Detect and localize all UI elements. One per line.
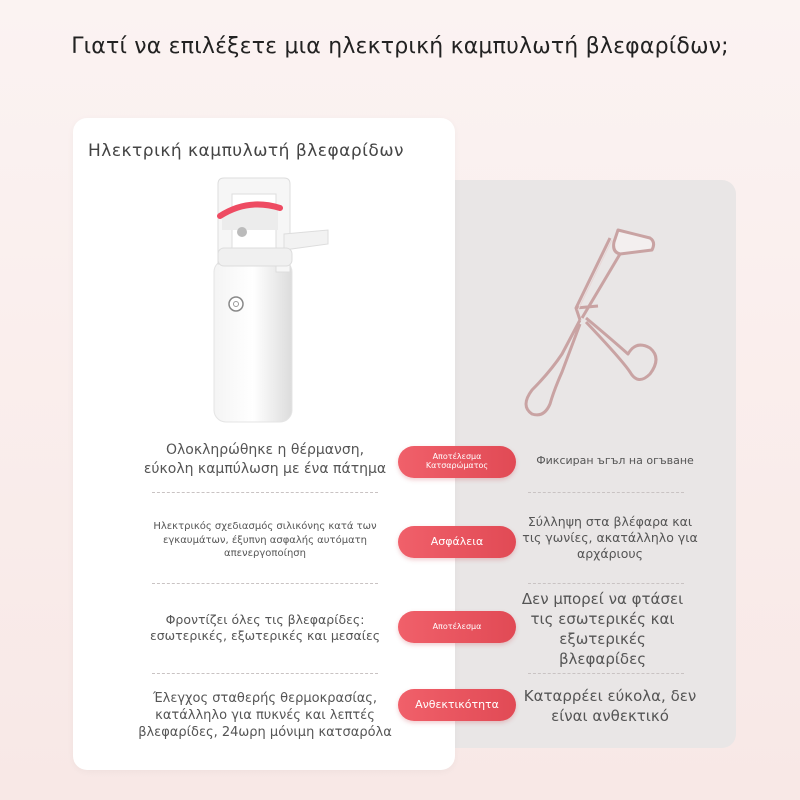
row-4-badge: Ανθεκτικότητα [398,689,516,721]
page-title: Γιατί να επιλέξετε μια ηλεκτρική καμπυλωτή βλεφαρίδων; [71,34,729,59]
row-1-divider-right [528,492,684,493]
row-1-badge: Αποτέλεσμα Κατσαρώματος [398,446,516,478]
row-4-manual-text: Καταρρέει εύκολα, δεν είναι ανθεκτικό [523,687,697,725]
electric-curler-image [200,172,335,432]
row-2-electric-text: Ηλεκτρικός σχεδιασμός σιλικόνης κατά των εγκαυμάτων, έξυπνη ασφαλής αυτόματη απενεργοποίηση [153,521,377,559]
row-4-electric-text: Έλεγχος σταθερής θερμοκρασίας, κατάλληλο για πυκνές και λεπτές βλεφαρίδες, 24ωρη μόνιμη κατσαρόλα [138,691,392,740]
row-1-electric-text: Ολοκληρώθηκε η θέρμανση, εύκολη καμπύλωση με ένα πάτημα [143,442,387,477]
row-2-divider-left [152,583,378,584]
row-2-divider-right [528,583,684,584]
manual-curler-image [510,222,670,427]
row-2-manual-text: Σύλληψη στα βλέφαρα και τις γωνίες, ακατάλληλο για αρχάριους [522,514,698,561]
row-3-badge: Αποτέλεσμα [398,611,516,643]
row-1-manual-text: Фиксиран ъгъл на огъване [536,454,694,467]
row-3-divider-left [152,673,378,674]
card-title: Ηλεκτρική καμπυλωτή βλεφαρίδων [88,141,405,161]
row-3-divider-right [528,673,684,674]
row-1-divider-left [152,492,378,493]
row-3-electric-text: Φροντίζει όλες τις βλεφαρίδες: εσωτερικές, εξωτερικές και μεσαίες [149,612,381,643]
row-2-badge: Ασφάλεια [398,526,516,558]
row-3-manual-text: Δεν μπορεί να φτάσει τις εσωτερικές και εξωτερικές βλεφαρίδες [521,590,684,668]
